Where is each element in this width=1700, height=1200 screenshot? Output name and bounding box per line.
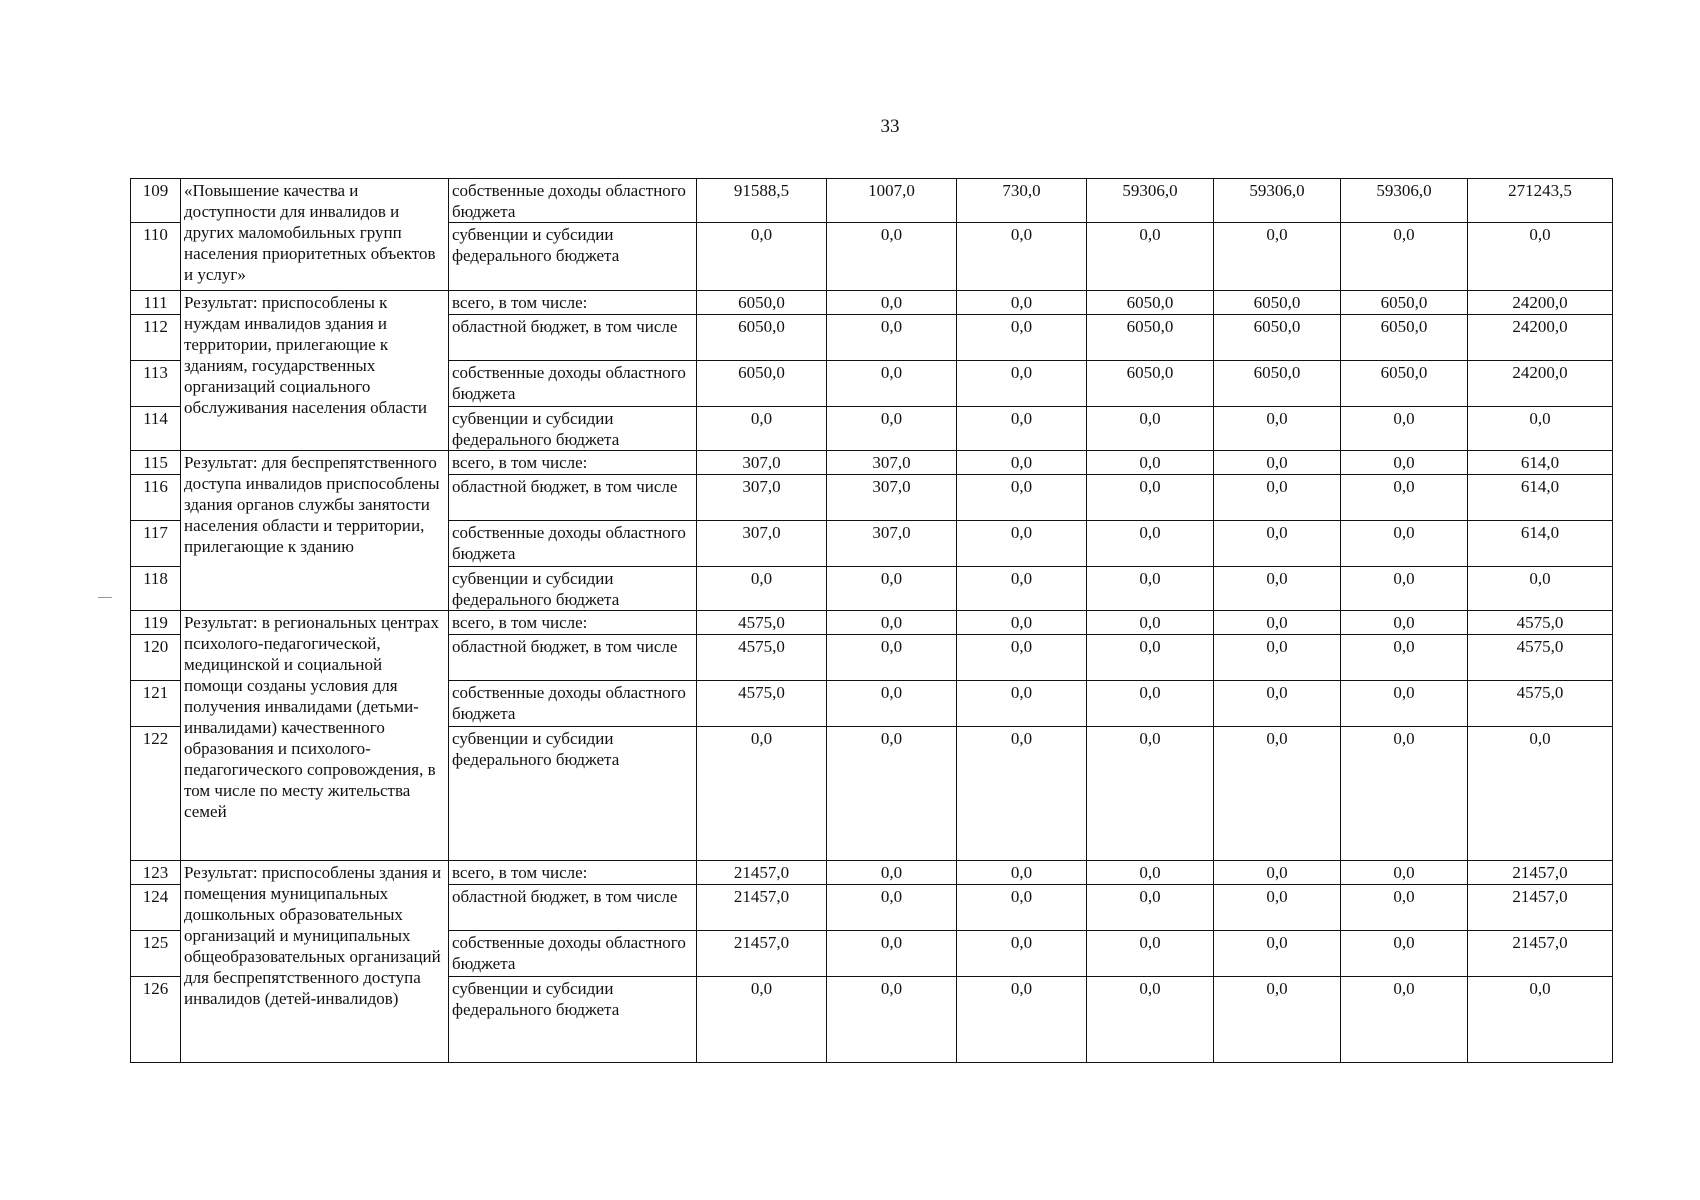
- amount-cell: 730,0: [957, 179, 1087, 223]
- amount-cell: 1007,0: [827, 179, 957, 223]
- total-cell: 21457,0: [1468, 885, 1613, 931]
- amount-cell: 0,0: [1341, 635, 1468, 681]
- amount-cell: 0,0: [827, 291, 957, 315]
- amount-cell: 59306,0: [1214, 179, 1341, 223]
- amount-cell: 0,0: [957, 361, 1087, 407]
- amount-cell: 6050,0: [1214, 291, 1341, 315]
- amount-cell: 307,0: [697, 521, 827, 567]
- amount-cell: 59306,0: [1087, 179, 1214, 223]
- total-cell: 0,0: [1468, 727, 1613, 861]
- amount-cell: 0,0: [1214, 567, 1341, 611]
- table-row: [131, 611, 1613, 635]
- amount-cell: 0,0: [827, 861, 957, 885]
- amount-cell: 0,0: [1214, 407, 1341, 451]
- result-description: «Повышение качества и доступности для инвалидов и других маломобильных групп населения приоритетных объектов и услуг»: [181, 179, 449, 291]
- row-number: 122: [131, 727, 181, 861]
- amount-cell: 0,0: [1341, 223, 1468, 291]
- budget-table: [130, 178, 1613, 1063]
- amount-cell: 307,0: [827, 521, 957, 567]
- total-cell: 4575,0: [1468, 681, 1613, 727]
- amount-cell: 0,0: [957, 407, 1087, 451]
- amount-cell: 0,0: [827, 567, 957, 611]
- table-body: [131, 179, 1613, 1063]
- funding-source: собственные доходы областного бюджета: [449, 361, 697, 407]
- amount-cell: 0,0: [957, 291, 1087, 315]
- total-cell: 614,0: [1468, 521, 1613, 567]
- result-description: Результат: для беспрепятственного доступа инвалидов приспособлены здания органов службы занятости населения области и территории, прилегающие к зданию: [181, 451, 449, 611]
- row-number: 109: [131, 179, 181, 223]
- amount-cell: 21457,0: [697, 885, 827, 931]
- total-cell: 0,0: [1468, 223, 1613, 291]
- amount-cell: 0,0: [827, 611, 957, 635]
- amount-cell: 0,0: [1087, 407, 1214, 451]
- amount-cell: 0,0: [1087, 977, 1214, 1063]
- funding-source: собственные доходы областного бюджета: [449, 179, 697, 223]
- amount-cell: 0,0: [957, 475, 1087, 521]
- amount-cell: 0,0: [1341, 451, 1468, 475]
- row-number: 125: [131, 931, 181, 977]
- amount-cell: 0,0: [1214, 451, 1341, 475]
- funding-source: областной бюджет, в том числе: [449, 315, 697, 361]
- row-number: 114: [131, 407, 181, 451]
- amount-cell: 0,0: [1214, 885, 1341, 931]
- amount-cell: 0,0: [1214, 635, 1341, 681]
- total-cell: 4575,0: [1468, 611, 1613, 635]
- result-description: Результат: приспособлены здания и помещения муниципальных дошкольных образовательных организаций и муниципальных общеобразовательных организаций для беспрепятственного доступа инвалидов (детей-инвалидов): [181, 861, 449, 1063]
- row-number: 121: [131, 681, 181, 727]
- row-number: 120: [131, 635, 181, 681]
- amount-cell: 0,0: [827, 635, 957, 681]
- funding-source: собственные доходы областного бюджета: [449, 681, 697, 727]
- total-cell: 614,0: [1468, 475, 1613, 521]
- funding-source: областной бюджет, в том числе: [449, 885, 697, 931]
- result-description: Результат: в региональных центрах психолого-педагогической, медицинской и социальной помощи созданы условия для получения инвалидами (детьми-инвалидами) качественного образования и психолого-педагогического сопровождения, в том числе по месту жительства семей: [181, 611, 449, 861]
- table-row: [131, 861, 1613, 885]
- row-number: 124: [131, 885, 181, 931]
- amount-cell: 0,0: [957, 567, 1087, 611]
- total-cell: 0,0: [1468, 567, 1613, 611]
- amount-cell: 0,0: [1214, 681, 1341, 727]
- funding-source: всего, в том числе:: [449, 611, 697, 635]
- amount-cell: 0,0: [957, 885, 1087, 931]
- row-number: 113: [131, 361, 181, 407]
- amount-cell: 0,0: [1214, 861, 1341, 885]
- amount-cell: 0,0: [1341, 727, 1468, 861]
- funding-source: всего, в том числе:: [449, 291, 697, 315]
- amount-cell: 0,0: [697, 727, 827, 861]
- row-number: 117: [131, 521, 181, 567]
- amount-cell: 59306,0: [1341, 179, 1468, 223]
- amount-cell: 0,0: [1341, 521, 1468, 567]
- amount-cell: 0,0: [1214, 727, 1341, 861]
- amount-cell: 0,0: [1087, 727, 1214, 861]
- row-number: 123: [131, 861, 181, 885]
- amount-cell: 0,0: [827, 977, 957, 1063]
- row-number: 112: [131, 315, 181, 361]
- total-cell: 0,0: [1468, 977, 1613, 1063]
- row-number: 110: [131, 223, 181, 291]
- amount-cell: 0,0: [1341, 681, 1468, 727]
- funding-source: субвенции и субсидии федерального бюджета: [449, 223, 697, 291]
- amount-cell: 0,0: [1087, 635, 1214, 681]
- total-cell: 614,0: [1468, 451, 1613, 475]
- total-cell: 24200,0: [1468, 361, 1613, 407]
- page-number: 33: [880, 116, 900, 137]
- amount-cell: 0,0: [827, 223, 957, 291]
- amount-cell: 0,0: [957, 315, 1087, 361]
- amount-cell: 0,0: [957, 977, 1087, 1063]
- amount-cell: 0,0: [957, 931, 1087, 977]
- funding-source: областной бюджет, в том числе: [449, 475, 697, 521]
- amount-cell: 307,0: [697, 475, 827, 521]
- amount-cell: 0,0: [1214, 223, 1341, 291]
- amount-cell: 0,0: [827, 407, 957, 451]
- amount-cell: 0,0: [957, 451, 1087, 475]
- amount-cell: 6050,0: [1341, 361, 1468, 407]
- funding-source: субвенции и субсидии федерального бюджета: [449, 567, 697, 611]
- amount-cell: 4575,0: [697, 681, 827, 727]
- amount-cell: 6050,0: [1341, 315, 1468, 361]
- amount-cell: 0,0: [1341, 931, 1468, 977]
- amount-cell: 0,0: [827, 681, 957, 727]
- amount-cell: 0,0: [1341, 885, 1468, 931]
- amount-cell: 91588,5: [697, 179, 827, 223]
- amount-cell: 0,0: [1087, 451, 1214, 475]
- amount-cell: 0,0: [1214, 521, 1341, 567]
- amount-cell: 0,0: [957, 611, 1087, 635]
- funding-source: субвенции и субсидии федерального бюджета: [449, 407, 697, 451]
- amount-cell: 6050,0: [1087, 291, 1214, 315]
- amount-cell: 0,0: [1087, 611, 1214, 635]
- amount-cell: 4575,0: [697, 611, 827, 635]
- amount-cell: 0,0: [1214, 611, 1341, 635]
- amount-cell: 0,0: [1087, 521, 1214, 567]
- funding-source: собственные доходы областного бюджета: [449, 521, 697, 567]
- amount-cell: 0,0: [957, 681, 1087, 727]
- amount-cell: 307,0: [697, 451, 827, 475]
- amount-cell: 0,0: [1341, 611, 1468, 635]
- total-cell: 21457,0: [1468, 861, 1613, 885]
- amount-cell: 0,0: [957, 223, 1087, 291]
- funding-source: субвенции и субсидии федерального бюджета: [449, 977, 697, 1063]
- row-number: 118: [131, 567, 181, 611]
- amount-cell: 0,0: [957, 861, 1087, 885]
- amount-cell: 0,0: [1087, 475, 1214, 521]
- table-row: [131, 291, 1613, 315]
- amount-cell: 6050,0: [1214, 315, 1341, 361]
- table-row: [131, 179, 1613, 223]
- amount-cell: 0,0: [697, 407, 827, 451]
- total-cell: 271243,5: [1468, 179, 1613, 223]
- amount-cell: 0,0: [827, 931, 957, 977]
- amount-cell: 0,0: [827, 315, 957, 361]
- amount-cell: 307,0: [827, 451, 957, 475]
- amount-cell: 0,0: [827, 727, 957, 861]
- amount-cell: 0,0: [827, 885, 957, 931]
- amount-cell: 0,0: [1214, 931, 1341, 977]
- amount-cell: 0,0: [697, 567, 827, 611]
- amount-cell: 6050,0: [697, 291, 827, 315]
- amount-cell: 0,0: [1087, 885, 1214, 931]
- funding-source: областной бюджет, в том числе: [449, 635, 697, 681]
- amount-cell: 0,0: [1341, 475, 1468, 521]
- total-cell: 24200,0: [1468, 315, 1613, 361]
- amount-cell: 6050,0: [697, 361, 827, 407]
- amount-cell: 0,0: [1341, 407, 1468, 451]
- total-cell: 0,0: [1468, 407, 1613, 451]
- amount-cell: 0,0: [957, 521, 1087, 567]
- amount-cell: 6050,0: [1341, 291, 1468, 315]
- funding-source: собственные доходы областного бюджета: [449, 931, 697, 977]
- funding-source: всего, в том числе:: [449, 861, 697, 885]
- amount-cell: 307,0: [827, 475, 957, 521]
- amount-cell: 21457,0: [697, 931, 827, 977]
- amount-cell: 6050,0: [1087, 315, 1214, 361]
- total-cell: 24200,0: [1468, 291, 1613, 315]
- table-row: [131, 451, 1613, 475]
- amount-cell: 0,0: [1087, 567, 1214, 611]
- amount-cell: 6050,0: [697, 315, 827, 361]
- amount-cell: 0,0: [1341, 567, 1468, 611]
- amount-cell: 0,0: [1087, 223, 1214, 291]
- amount-cell: 0,0: [1214, 475, 1341, 521]
- amount-cell: 0,0: [697, 977, 827, 1063]
- amount-cell: 0,0: [827, 361, 957, 407]
- row-number: 126: [131, 977, 181, 1063]
- amount-cell: 0,0: [957, 635, 1087, 681]
- amount-cell: 0,0: [1087, 681, 1214, 727]
- total-cell: 4575,0: [1468, 635, 1613, 681]
- amount-cell: 0,0: [1214, 977, 1341, 1063]
- row-number: 116: [131, 475, 181, 521]
- funding-source: всего, в том числе:: [449, 451, 697, 475]
- margin-mark: [98, 597, 112, 598]
- amount-cell: 0,0: [1341, 861, 1468, 885]
- amount-cell: 4575,0: [697, 635, 827, 681]
- row-number: 115: [131, 451, 181, 475]
- amount-cell: 0,0: [957, 727, 1087, 861]
- row-number: 119: [131, 611, 181, 635]
- amount-cell: 6050,0: [1214, 361, 1341, 407]
- amount-cell: 6050,0: [1087, 361, 1214, 407]
- funding-source: субвенции и субсидии федерального бюджета: [449, 727, 697, 861]
- amount-cell: 21457,0: [697, 861, 827, 885]
- amount-cell: 0,0: [1341, 977, 1468, 1063]
- amount-cell: 0,0: [1087, 861, 1214, 885]
- amount-cell: 0,0: [1087, 931, 1214, 977]
- row-number: 111: [131, 291, 181, 315]
- result-description: Результат: приспособлены к нуждам инвалидов здания и территории, прилегающие к зданиям, государственных организаций социального обслуживания населения области: [181, 291, 449, 451]
- total-cell: 21457,0: [1468, 931, 1613, 977]
- amount-cell: 0,0: [697, 223, 827, 291]
